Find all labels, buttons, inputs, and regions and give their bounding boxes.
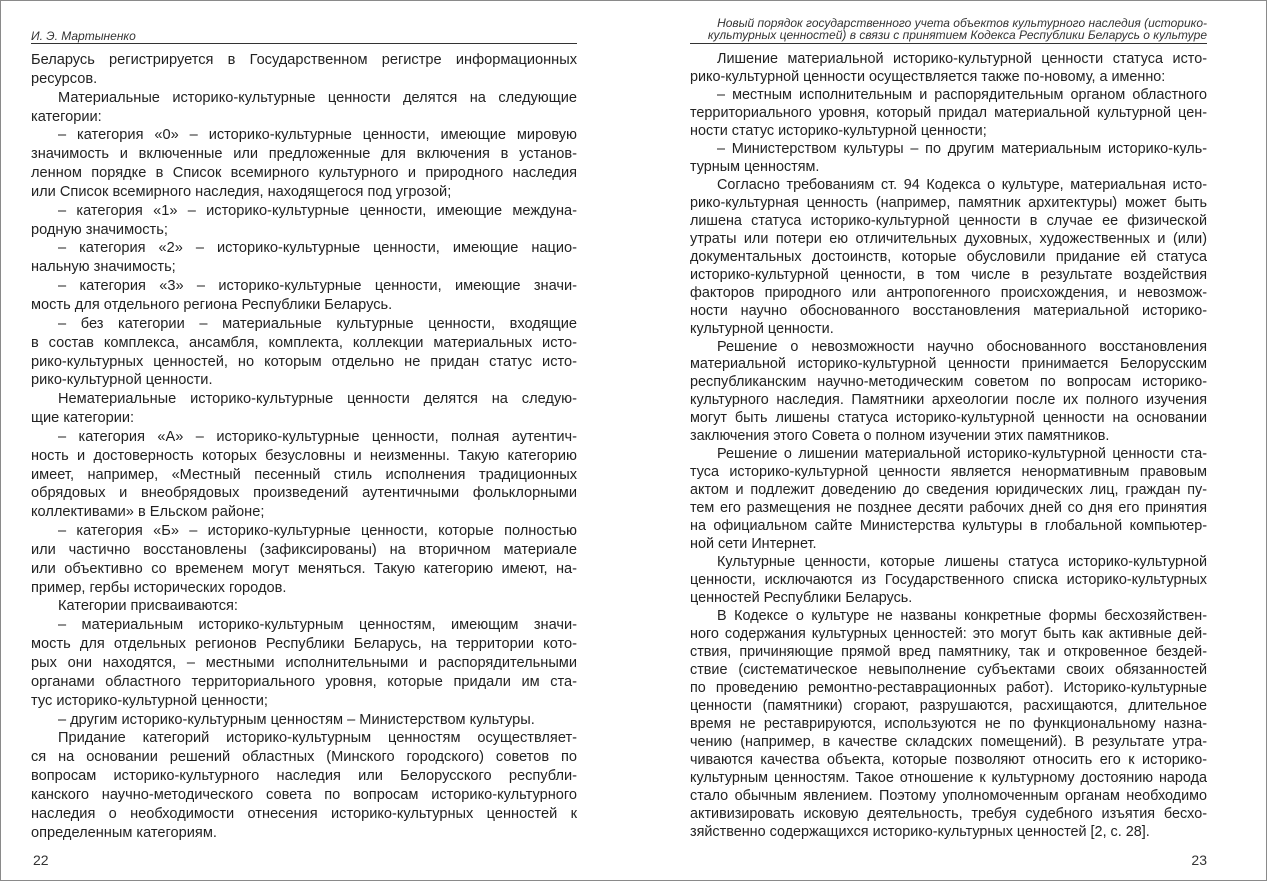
- paragraph: [31, 711, 577, 730]
- text-line: – категория «1» – историко-культурные ценности, имеющие междуна-: [58, 202, 577, 219]
- text-line: тус историко-культурной ценности;: [31, 692, 268, 709]
- text-line: – категория «0» – историко-культурные ценности, имеющие мировую: [58, 127, 577, 144]
- paragraph: [31, 126, 577, 201]
- text-line: Придание категорий историко-культурным ценностям осуществляет-: [58, 730, 577, 747]
- page-right: [690, 0, 1207, 881]
- text-line: рико-культурной ценности осуществляется также по-новому, а именно:: [690, 68, 1166, 85]
- text-line: на официальном сайте Министерства культуры в глобальной компьютер-: [690, 518, 1207, 535]
- text-line: стало обычным явлением. Поэтому уполномоченным органам необходимо: [690, 787, 1207, 804]
- text-line: зяйственно содержащихся историко-культурных ценностей [2, с. 28].: [690, 823, 1150, 840]
- text-line: или Список всемирного наследия, находящегося под угрозой;: [31, 183, 452, 200]
- paragraph: [31, 51, 577, 89]
- page-left: [31, 0, 577, 881]
- text-line: Беларусь регистрируется в Государственном регистре информационных: [31, 52, 577, 68]
- text-line: актом и подлежит доведению до сведения юридических лиц, граждан пу-: [690, 482, 1207, 499]
- text-line: в состав комплекса, ансамбля, комплекта, коллекции материальных исто-: [31, 334, 577, 351]
- paragraph: [690, 141, 1207, 177]
- text-line: – материальным историко-культурным ценностям, имеющим значи-: [58, 617, 577, 634]
- paragraph: [690, 177, 1207, 339]
- text-line: пример, гербы исторических городов.: [31, 579, 287, 596]
- text-line: лишена статуса историко-культурной ценности в случае ее физической: [690, 212, 1207, 229]
- text-line: – местным исполнительным и распорядительным органом областного: [717, 86, 1207, 103]
- text-line: ценностей Республики Беларусь.: [690, 590, 913, 607]
- text-line: – Министерством культуры – по другим материальным историко-куль-: [717, 140, 1207, 157]
- paragraph: [31, 597, 577, 616]
- paragraph: [690, 446, 1207, 554]
- paragraph: [31, 239, 577, 277]
- running-head-author: И. Э. Мартыненко: [31, 29, 136, 43]
- text-line: могут быть лишены статуса историко-культурной ценности на основании: [690, 410, 1207, 427]
- text-line: ся на основании решений областных (Минского городского) советов по: [31, 749, 577, 766]
- text-line: – другим историко-культурным ценностям – Министерством культуры.: [58, 711, 535, 728]
- text-line: рико-культурная ценность (например, памятник архитектуры) может быть: [690, 194, 1207, 211]
- text-line: коллективами» в Ельском районе;: [31, 504, 265, 521]
- header-rule: [690, 43, 1207, 44]
- text-line: ресурсов.: [31, 70, 98, 87]
- text-line: ствие (систематическое невыполнение субъектами своих обязанностей: [690, 661, 1207, 678]
- text-line: утраты или потери ею отличительных духовных, художественных и (или): [690, 230, 1207, 247]
- paragraph: [690, 554, 1207, 608]
- text-line: щие категории:: [31, 410, 135, 427]
- page-body: [31, 51, 577, 842]
- text-line: вопросам историко-культурного наследия или Белорусского республи-: [31, 768, 577, 785]
- text-line: ценности, исключаются из Государственного списка историко-культурных: [690, 572, 1207, 589]
- text-line: рико-культурных ценностей, но которым отдельно не придан статус исто-: [31, 353, 577, 370]
- text-line: рых они находятся, – местными исполнительными и распорядительными: [31, 655, 577, 671]
- text-line: материальной историко-культурной ценности принимается Белорусским: [690, 356, 1207, 373]
- paragraph: [690, 51, 1207, 87]
- text-line: – категория «А» – историко-культурные ценности, полная аутентич-: [58, 428, 577, 445]
- text-line: ности научно обоснованного восстановления материальной историко-: [690, 302, 1207, 319]
- text-line: определенным категориям.: [31, 824, 217, 841]
- text-line: территориального уровня, который придал материальной культурной цен-: [690, 104, 1207, 121]
- text-line: Лишение материальной историко-культурной ценности статуса исто-: [717, 51, 1207, 67]
- text-line: – категория «Б» – историко-культурные ценности, которые полностью: [58, 523, 577, 540]
- paragraph: [690, 339, 1207, 447]
- text-line: категории:: [31, 108, 102, 125]
- text-line: – без категории – материальные культурные ценности, входящие: [58, 315, 577, 332]
- text-line: турным ценностям.: [690, 158, 820, 175]
- text-line: чению (например, в качестве складских помещений). В результате утра-: [690, 733, 1207, 750]
- paragraph: [31, 89, 577, 127]
- paragraph: [690, 87, 1207, 141]
- text-line: время не реставрируются, используются не по функциональному назна-: [690, 715, 1207, 732]
- paragraph: [31, 616, 577, 710]
- text-line: – категория «3» – историко-культурные ценности, имеющие значи-: [58, 278, 577, 295]
- text-line: или частично восстановлены (зафиксированы) на вторичном материале: [31, 541, 577, 558]
- text-line: Решение о невозможности научно обоснованного восстановления: [717, 338, 1207, 355]
- paragraph: [31, 522, 577, 597]
- text-line: ленном порядке в Список всемирного культурного и природного наследия: [31, 165, 577, 182]
- text-line: заключения этого Совета о полном изучении этих памятников.: [690, 428, 1110, 445]
- text-line: – категория «2» – историко-культурные ценности, имеющие нацио-: [58, 240, 577, 257]
- text-line: культурной ценности.: [690, 320, 834, 337]
- text-line: документальных достоинств, которые обусловили придание ей статуса: [690, 248, 1207, 265]
- paragraph: [31, 428, 577, 522]
- paragraph: [31, 390, 577, 428]
- text-line: наследия о необходимости отнесения историко-культурных ценностей к: [31, 805, 577, 822]
- paragraph: [31, 729, 577, 842]
- text-line: культурным ценностям. Такое отношение к культурному достоянию народа: [690, 769, 1207, 786]
- text-line: мость для отдельного региона Республики Беларусь.: [31, 296, 393, 313]
- text-line: Культурные ценности, которые лишены статуса историко-культурной: [717, 554, 1207, 571]
- text-line: рико-культурной ценности.: [31, 372, 213, 389]
- text-line: Нематериальные историко-культурные ценности делятся на следую-: [58, 391, 577, 408]
- text-line: культурного наследия. Памятники археологии после их полного изучения: [690, 392, 1207, 409]
- page-number: 23: [1191, 852, 1207, 868]
- header-rule: [31, 43, 577, 44]
- text-line: ной сети Интернет.: [690, 536, 817, 553]
- text-line: Категории присваиваются:: [58, 598, 238, 615]
- text-line: Согласно требованиям ст. 94 Кодекса о культуре, материальная исто-: [717, 176, 1207, 193]
- running-head-line: культурных ценностей) в связи с принятием Кодекса Республики Беларусь о культуре: [707, 28, 1207, 42]
- paragraph: [31, 202, 577, 240]
- running-head-title: [690, 17, 1207, 41]
- text-line: родную значимость;: [31, 221, 168, 238]
- text-line: ного содержания культурных ценностей: это могут быть как активные дей-: [690, 626, 1207, 642]
- text-line: имеет, например, «Местный песенный стиль исполнения традиционных: [31, 466, 577, 483]
- text-line: тем его размещения не позднее десяти рабочих дней со дня его принятия: [690, 500, 1207, 517]
- running-head-line: Новый порядок государственного учета объектов культурного наследия (историко-: [717, 16, 1207, 30]
- text-line: ценности (памятники) сгорают, разрушаются, расхищаются, длительное: [690, 697, 1207, 714]
- text-line: Решение о лишении материальной историко-культурной ценности ста-: [717, 446, 1207, 463]
- paragraph: [31, 315, 577, 390]
- text-line: ности статус историко-культурной ценности;: [690, 122, 987, 139]
- page-body: [690, 51, 1207, 842]
- text-line: туса историко-культурной ценности является ненормативным правовым: [690, 464, 1207, 481]
- text-line: по проведению ремонтно-реставрационных работ). Историко-культурные: [690, 679, 1207, 696]
- paragraph: [31, 277, 577, 315]
- text-line: факторов природного или антропогенного происхождения, и невозмож-: [690, 284, 1207, 301]
- text-line: органами областного территориального уровня, которые придали им ста-: [31, 673, 577, 690]
- text-line: чиваются качества объекта, которые позволяют относить его к историко-: [690, 751, 1207, 768]
- paragraph: [690, 608, 1207, 842]
- text-line: ствия, причиняющие прямой вред памятнику, так и откровенное бездей-: [690, 643, 1207, 660]
- text-line: нальную значимость;: [31, 259, 176, 276]
- text-line: канского научно-методического совета по вопросам историко-культурного: [31, 786, 577, 803]
- text-line: историко-культурной ценности, в том числе в результате воздействия: [690, 266, 1207, 283]
- text-line: республиканским научно-методическим советом по вопросам историко-: [690, 374, 1207, 391]
- text-line: Материальные историко-культурные ценности делятся на следующие: [58, 89, 577, 106]
- text-line: или объективно со временем могут меняться. Такую категорию имеют, на-: [31, 560, 577, 577]
- text-line: активизировать исковую деятельность, требуя судебного изъятия бесхо-: [690, 805, 1207, 822]
- text-line: мость для отдельных регионов Республики Беларусь, на территории кото-: [31, 636, 577, 653]
- text-line: ность и достоверность которых безусловны и неизменны. Такую категорию: [31, 447, 577, 464]
- text-line: обрядовых и внеобрядовых произведений аутентичными фольклорными: [31, 485, 577, 502]
- page-number: 22: [33, 852, 49, 868]
- text-line: В Кодексе о культуре не названы конкретные формы бесхозяйствен-: [717, 608, 1207, 625]
- text-line: значимость и включенные или предложенные для включения в установ-: [31, 146, 577, 163]
